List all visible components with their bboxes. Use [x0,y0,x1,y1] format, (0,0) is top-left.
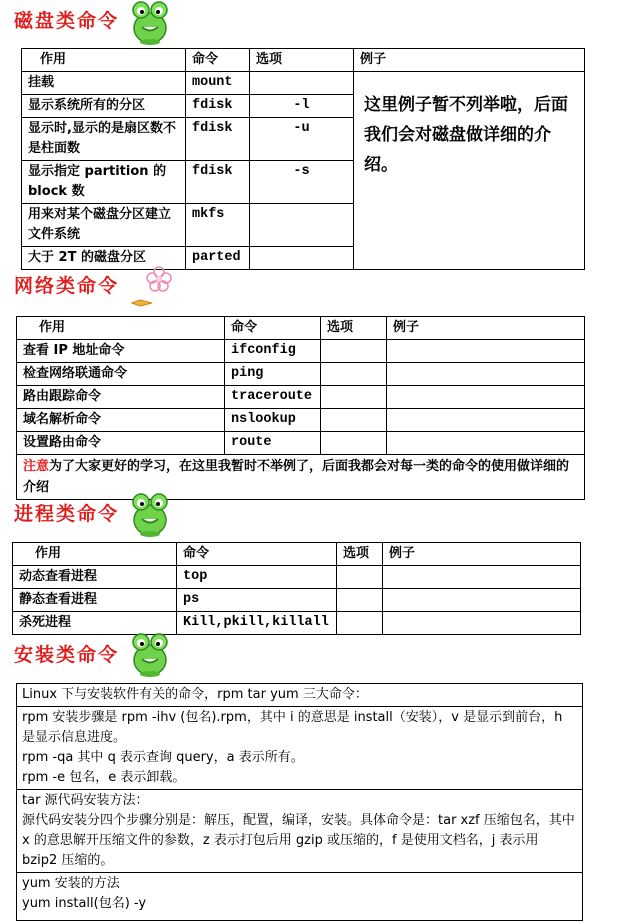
table-cell [387,409,585,432]
install-heading: 安装类命令 [14,644,120,666]
table-cell: mount [186,72,250,95]
header-example: 例子 [354,49,585,72]
table-cell [383,612,581,635]
install-section [17,706,582,789]
header-purpose: 作用 [22,49,186,72]
table-cell [250,72,354,95]
note-cell [17,455,585,500]
header-option: 选项 [321,317,387,340]
note-text: 为了大家更好的学习，在这里我暂时不举例了，后面我都会对每一类的命令的使用做详细的介绍 [23,459,570,495]
table-cell: fdisk [186,161,250,204]
table-cell: 大于 2T 的磁盘分区 [22,247,186,270]
table-cell: 检查网络联通命令 [17,363,225,386]
flower-icon [146,266,172,292]
table-cell [337,612,383,635]
header-option: 选项 [337,543,383,566]
example-cell [354,72,585,270]
table-cell: parted [186,247,250,270]
install-section [17,684,582,706]
table-cell [321,386,387,409]
process-table [12,542,581,635]
sparkle-icon [130,296,154,310]
install-line: rpm 安装步骤是 rpm -ihv (包名).rpm，其中 i 的意思是 install（安装），v 是显示到前台，h 是显示信息进度。 [22,710,563,745]
install-line: tar 源代码安装方法： [22,793,149,808]
table-cell: -u [250,118,354,161]
header-example: 例子 [383,543,581,566]
install-line: 源代码安装分四个步骤分别是：解压，配置，编译，安装。具体命令是：tar xzf 压缩包名，其中 x 的意思解开压缩文件的参数，z 表示打包后用 gzip 或压缩的，f 是使用文档名，j 表示用 bzip2 压缩的。 [22,813,575,868]
header-purpose: 作用 [17,317,225,340]
header-command: 命令 [186,49,250,72]
disk-table [21,48,585,270]
table-cell: top [177,566,337,589]
frog-icon [128,632,172,678]
header-command: 命令 [177,543,337,566]
table-cell: -l [250,95,354,118]
table-cell: 动态查看进程 [13,566,177,589]
table-cell: 杀死进程 [13,612,177,635]
install-line: rpm -e 包名，e 表示卸载。 [22,770,186,785]
table-cell [383,589,581,612]
table-cell [387,432,585,455]
table-cell [383,566,581,589]
table-cell: nslookup [225,409,321,432]
table-cell [250,247,354,270]
table-cell [337,566,383,589]
frog-icon [128,492,172,538]
install-line: yum install(包名) -y [22,896,147,911]
table-cell: 显示指定 partition 的 block 数 [22,161,186,204]
network-table [16,316,585,500]
example-text: 这里例子暂不列举啦，后面我们会对磁盘做详细的介绍。 [364,95,568,175]
table-cell [337,589,383,612]
table-cell: 显示时,显示的是扇区数不是柱面数 [22,118,186,161]
network-heading: 网络类命令 [14,275,120,297]
table-cell: 挂载 [22,72,186,95]
table-cell: 路由跟踪命令 [17,386,225,409]
install-section [17,872,582,915]
install-line: yum 安装的方法 [22,876,120,891]
table-cell [387,340,585,363]
table-cell: 静态查看进程 [13,589,177,612]
table-cell [321,363,387,386]
disk-heading: 磁盘类命令 [14,10,120,32]
table-cell: fdisk [186,95,250,118]
header-example: 例子 [387,317,585,340]
table-cell: route [225,432,321,455]
header-option: 选项 [250,49,354,72]
frog-icon [128,0,172,46]
table-cell [387,363,585,386]
table-cell [321,432,387,455]
table-cell: 查看 IP 地址命令 [17,340,225,363]
table-cell [321,340,387,363]
table-cell: mkfs [186,204,250,247]
install-box [16,683,583,921]
process-heading: 进程类命令 [14,503,120,525]
install-section [17,789,582,872]
table-cell: ping [225,363,321,386]
install-line: rpm -qa 其中 q 表示查询 query，a 表示所有。 [22,750,304,765]
table-cell [321,409,387,432]
table-cell: traceroute [225,386,321,409]
table-cell: -s [250,161,354,204]
table-cell [250,204,354,247]
header-command: 命令 [225,317,321,340]
table-cell: ps [177,589,337,612]
note-label: 注意 [23,459,50,474]
install-line: Linux 下与安装软件有关的命令，rpm tar yum 三大命令： [22,687,368,702]
table-cell: 显示系统所有的分区 [22,95,186,118]
table-cell: 用来对某个磁盘分区建立文件系统 [22,204,186,247]
table-cell [387,386,585,409]
table-cell: ifconfig [225,340,321,363]
header-purpose: 作用 [13,543,177,566]
table-cell: Kill,pkill,killall [177,612,337,635]
table-cell: fdisk [186,118,250,161]
table-cell: 域名解析命令 [17,409,225,432]
table-cell: 设置路由命令 [17,432,225,455]
